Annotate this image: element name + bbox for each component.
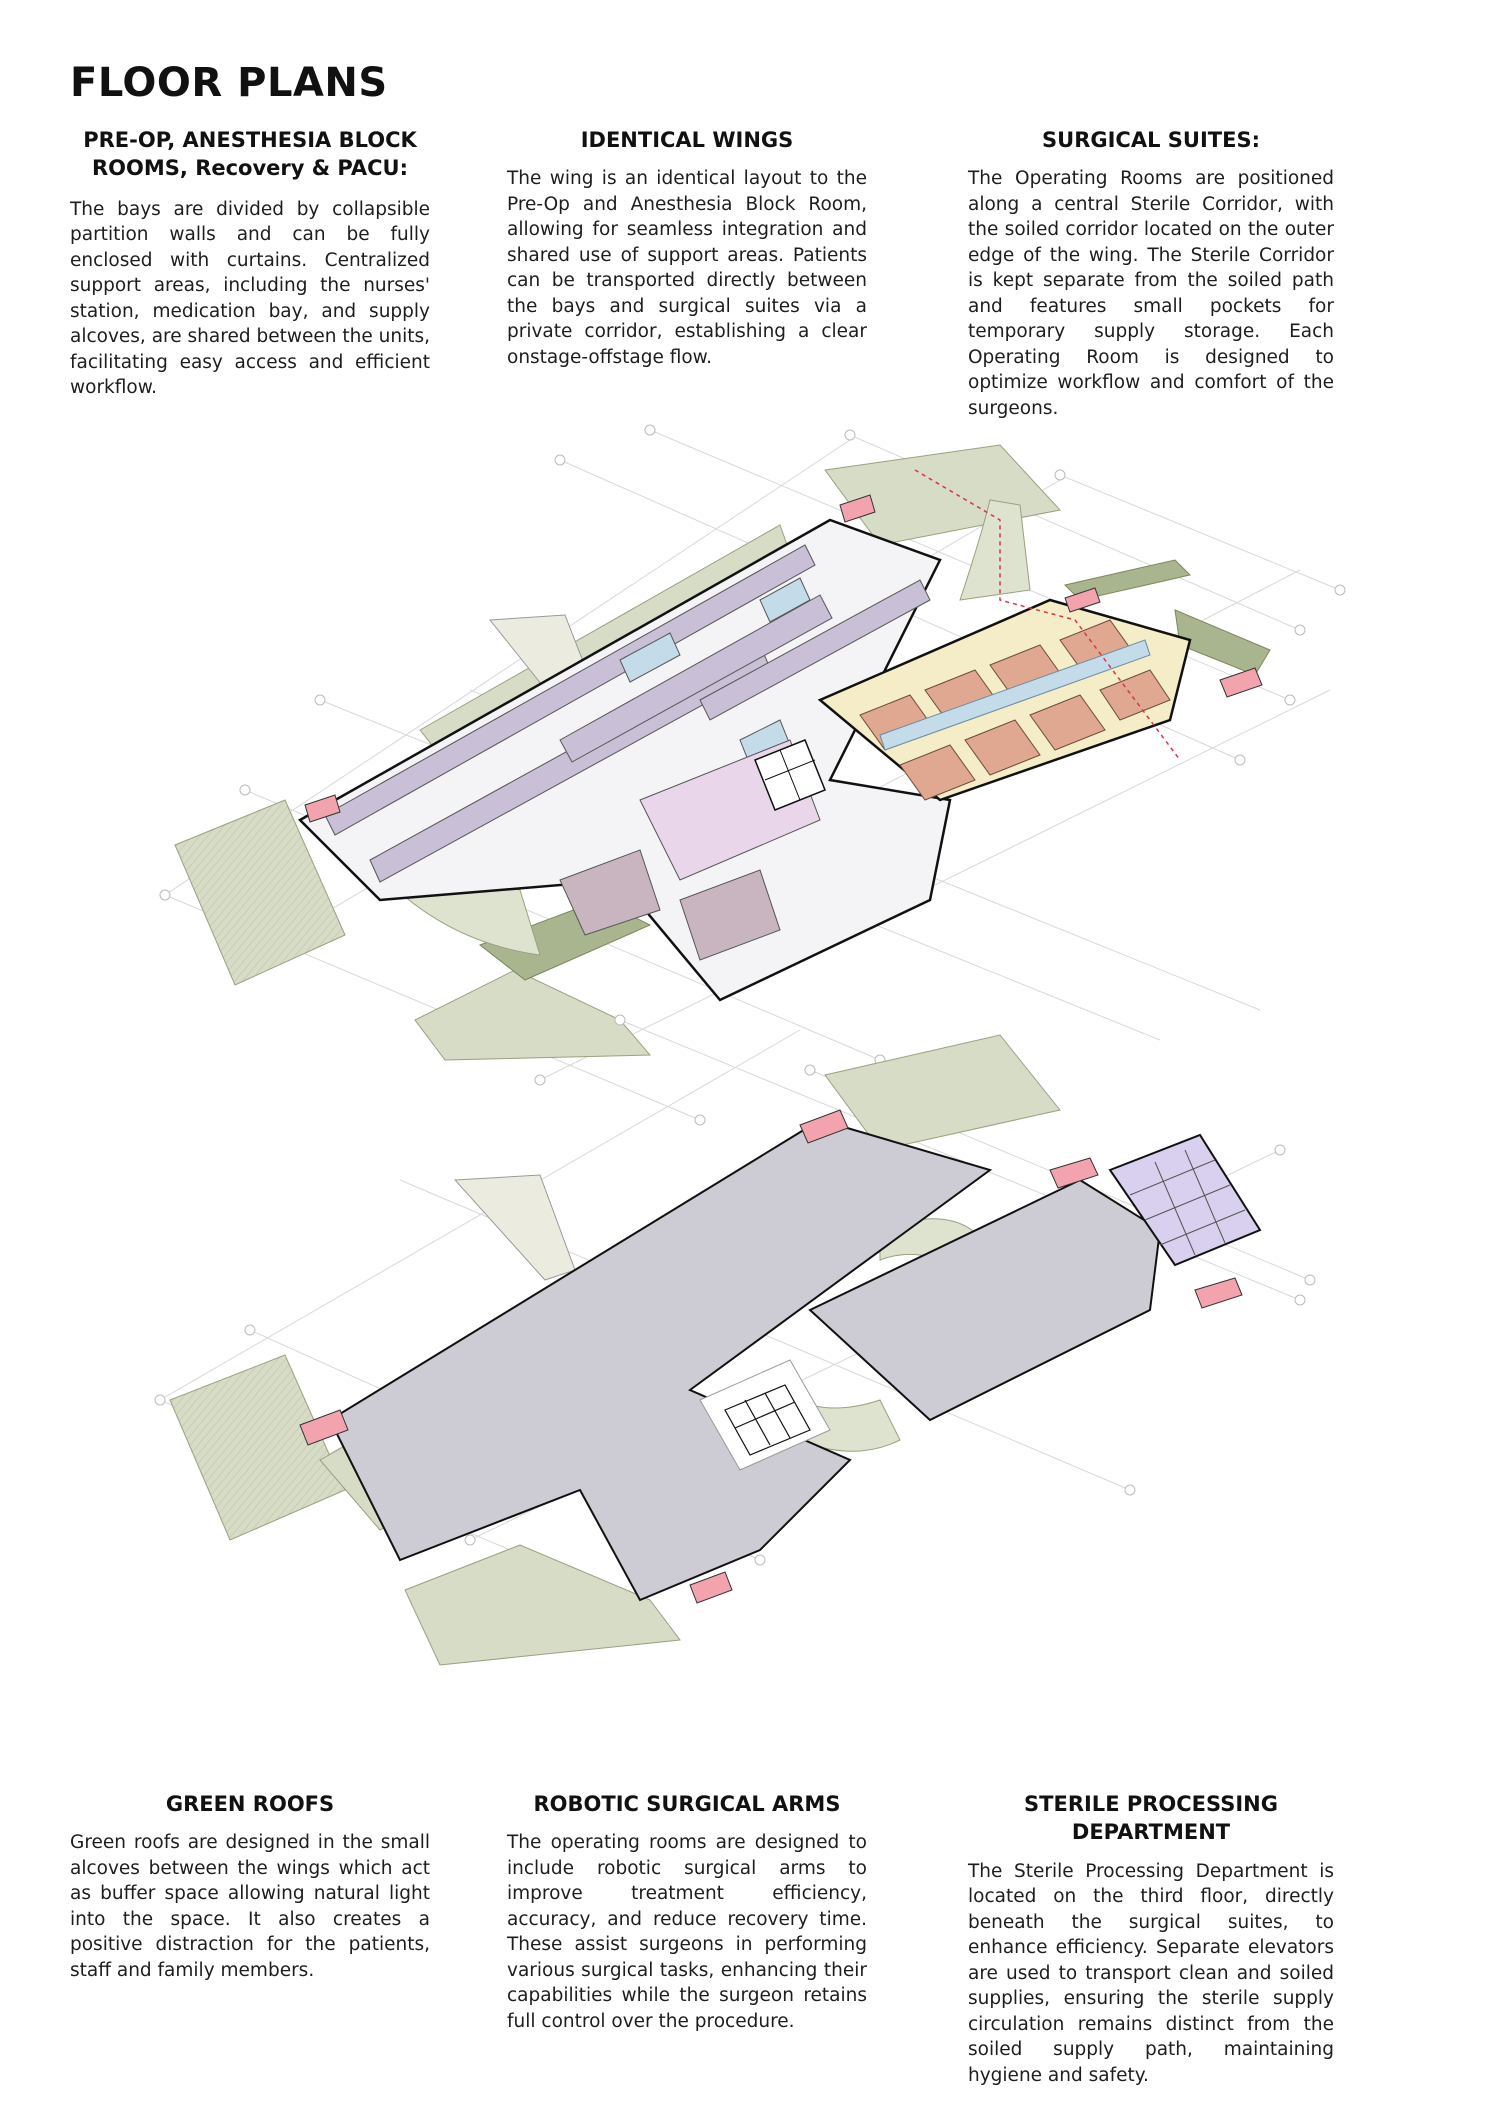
section-heading-spd: STERILE PROCESSING DEPARTMENT <box>1024 1792 1278 1845</box>
lower-floor-plan <box>155 1015 1315 1665</box>
section-spd <box>968 1790 1334 2088</box>
section-body-pre-op: The bays are divided by collapsible partition walls and can be fully enclosed with curtains. Centralized support areas, including the nurses' station, medication bay, and supply alcoves, are shared between the units, facilitating easy access and efficient workflow. <box>70 198 430 399</box>
section-green-roofs <box>70 1790 430 1983</box>
heading-line-2: ROOMS, Recovery & PACU: <box>92 156 408 181</box>
entrance-canopy <box>455 1175 575 1280</box>
section-body-identical-wings: The wing is an identical layout to the Pre-Op and Anesthesia Block Room, allowing for seamless integration and shared use of support areas. Patients can be transported directly between the bays and surgical suites via a private corridor, establishing a clear onstage-offstage flow. <box>507 168 867 368</box>
section-body-spd: The Sterile Processing Department is located on the third floor, directly beneath the surgical suites, to enhance efficiency. Separate elevators are used to transport clean and soiled supplies, ensuring the sterile supply circulation remains distinct from the soiled supply path, maintaining hygiene and safety. <box>968 1860 1334 2086</box>
section-heading-green-roofs: GREEN ROOFS <box>165 1792 335 1816</box>
section-body-surgical-suites: The Operating Rooms are positioned along a central Sterile Corridor, with the soiled corridor located on the outer edge of the wing. The Sterile Corridor is kept separate from the soiled path and features small pockets for temporary supply storage. Each Operating Room is designed to optimize workflow and comfort of the surgeons. <box>968 168 1334 419</box>
section-body-robotic-arms: The operating rooms are designed to include robotic surgical arms to improve treatment efficiency, accuracy, and reduce recovery time. These assist surgeons in performing various surgical tasks, enhancing their capabilities while the surgeon retains full control over the procedure. <box>507 1832 867 2032</box>
green-roof <box>415 970 650 1060</box>
section-body-green-roofs: Green roofs are designed in the small alcoves between the wings which act as buffer space allowing natural light into the space. It also creates a positive distraction for the patients, staff and family members. <box>70 1832 430 1981</box>
section-robotic-arms <box>507 1790 867 2034</box>
page-title: FLOOR PLANS <box>70 60 388 106</box>
heading-line-1: PRE-OP, ANESTHESIA BLOCK <box>83 128 417 152</box>
upper-floor-plan <box>160 425 1345 1125</box>
section-heading-robotic-arms: ROBOTIC SURGICAL ARMS <box>533 1792 841 1816</box>
green-roof <box>170 1355 345 1540</box>
section-heading-surgical-suites: SURGICAL SUITES: <box>1042 128 1260 152</box>
section-heading-identical-wings: IDENTICAL WINGS <box>580 128 794 152</box>
